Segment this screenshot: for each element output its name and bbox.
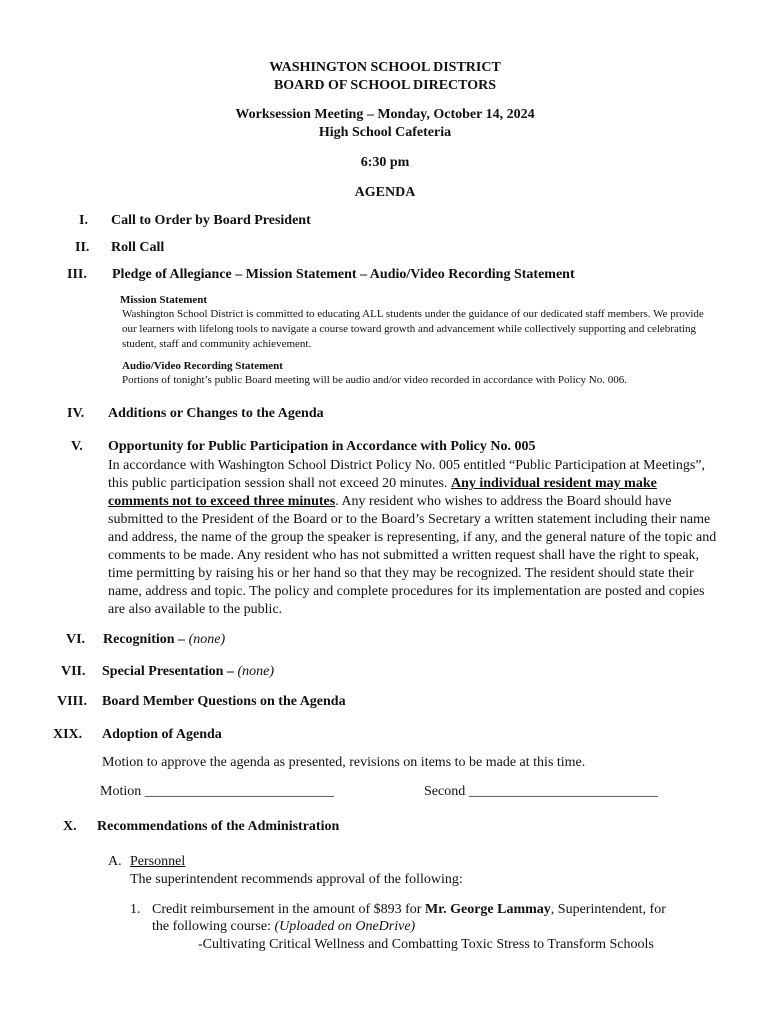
item-number-ii: II.: [75, 240, 90, 255]
item-title-adoption: Adoption of Agenda: [102, 727, 222, 742]
item-title-board-questions: Board Member Questions on the Agenda: [102, 694, 346, 709]
item-title-recognition: [103, 632, 225, 648]
personnel-intro: The superintendent recommends approval of the following:: [130, 872, 463, 887]
item-title-call-to-order: Call to Order by Board President: [111, 213, 311, 228]
personnel-item-number: 1.: [130, 902, 141, 917]
personnel-item-line2: [152, 918, 415, 936]
item-title-roll-call: Roll Call: [111, 240, 165, 255]
item-title-special-presentation: [102, 664, 274, 680]
meeting-time: 6:30 pm: [360, 155, 410, 170]
item-number-viii: VIII.: [57, 694, 87, 709]
board-name: BOARD OF SCHOOL DIRECTORS: [273, 78, 497, 93]
item-number-v: V.: [71, 439, 83, 454]
personnel-item-name: Mr. George Lammay: [424, 902, 551, 917]
item-title-pledge: Pledge of Allegiance – Mission Statement – Audio/Video Recording Statement: [112, 267, 575, 282]
personnel-label: A.: [108, 854, 122, 869]
agenda-heading: AGENDA: [354, 185, 416, 200]
adoption-motion-text: Motion to approve the agenda as presented, revisions on items to be made at this time.: [102, 755, 586, 770]
item-number-x: X.: [63, 819, 77, 834]
personnel-item-text-1: Credit reimbursement in the amount of $893 for: [152, 902, 425, 917]
item-number-vii: VII.: [61, 664, 86, 679]
second-line: Second ___________________________: [424, 784, 658, 799]
recording-statement-text: Portions of tonight’s public Board meeting will be audio and/or video recorded in accordance with Policy No. 006.: [122, 374, 627, 386]
public-participation-text-before: In accordance with Washington School District Policy No. 005 entitled “Public Participation at Meetings”, this public participation session shall not exceed 20 minutes.: [108, 458, 705, 491]
personnel-item-note: (Uploaded on OneDrive): [274, 919, 416, 934]
motion-line: Motion ___________________________: [100, 784, 334, 799]
item-number-xix: XIX.: [53, 727, 83, 742]
item-number-iii: III.: [67, 267, 87, 282]
item-number-vi: VI.: [66, 632, 86, 647]
item-title-additions: Additions or Changes to the Agenda: [108, 406, 324, 421]
recognition-note: (none): [188, 632, 226, 647]
public-participation-text-after: . Any resident who wishes to address the Board should have submitted to the President of the Board or to the Board’s Secretary a written statement including their name and address, the name of the group the speaker is representing, if any, and the general nature of the topic and comments to be made. Any resident who has not submitted a written request shall have the right to speak, time permitting by raising his or her hand so that they may be recognized. The resident should state their name, address and topic. The policy and complete procedures for its implementation are posted and copies are also available to the public.: [108, 494, 717, 617]
mission-statement-text: Washington School District is committed to educating ALL students under the guidance of our dedicated staff members. We provide our learners with lifelong tools to navigate a course toward growth and advancement while collectively supporting and celebrating student, staff and community achievement.: [122, 308, 704, 350]
personnel-heading: Personnel: [130, 854, 186, 869]
item-number-iv: IV.: [67, 406, 85, 421]
personnel-course-title: -Cultivating Critical Wellness and Combatting Toxic Stress to Transform Schools: [198, 937, 654, 952]
recording-statement-heading: Audio/Video Recording Statement: [122, 360, 283, 372]
special-presentation-label: Special Presentation –: [102, 664, 238, 679]
personnel-item-text-2: , Superintendent, for: [550, 902, 666, 917]
personnel-item-line1: [152, 901, 722, 919]
public-participation-text: [108, 457, 718, 619]
special-presentation-note: (none): [237, 664, 275, 679]
public-participation-emphasis: Any individual resident may make comments not to exceed three minutes: [108, 476, 657, 509]
meeting-location: High School Cafeteria: [318, 125, 452, 140]
recognition-label: Recognition –: [103, 632, 189, 647]
personnel-item-line2-text: the following course:: [152, 919, 275, 934]
district-name: WASHINGTON SCHOOL DISTRICT: [269, 60, 501, 75]
item-title-public-participation: Opportunity for Public Participation in Accordance with Policy No. 005: [108, 439, 536, 454]
item-number-i: I.: [79, 213, 88, 228]
meeting-title: Worksession Meeting – Monday, October 14, 2024: [235, 107, 535, 122]
mission-statement-heading: Mission Statement: [120, 294, 208, 306]
item-title-recommendations: Recommendations of the Administration: [97, 819, 340, 834]
